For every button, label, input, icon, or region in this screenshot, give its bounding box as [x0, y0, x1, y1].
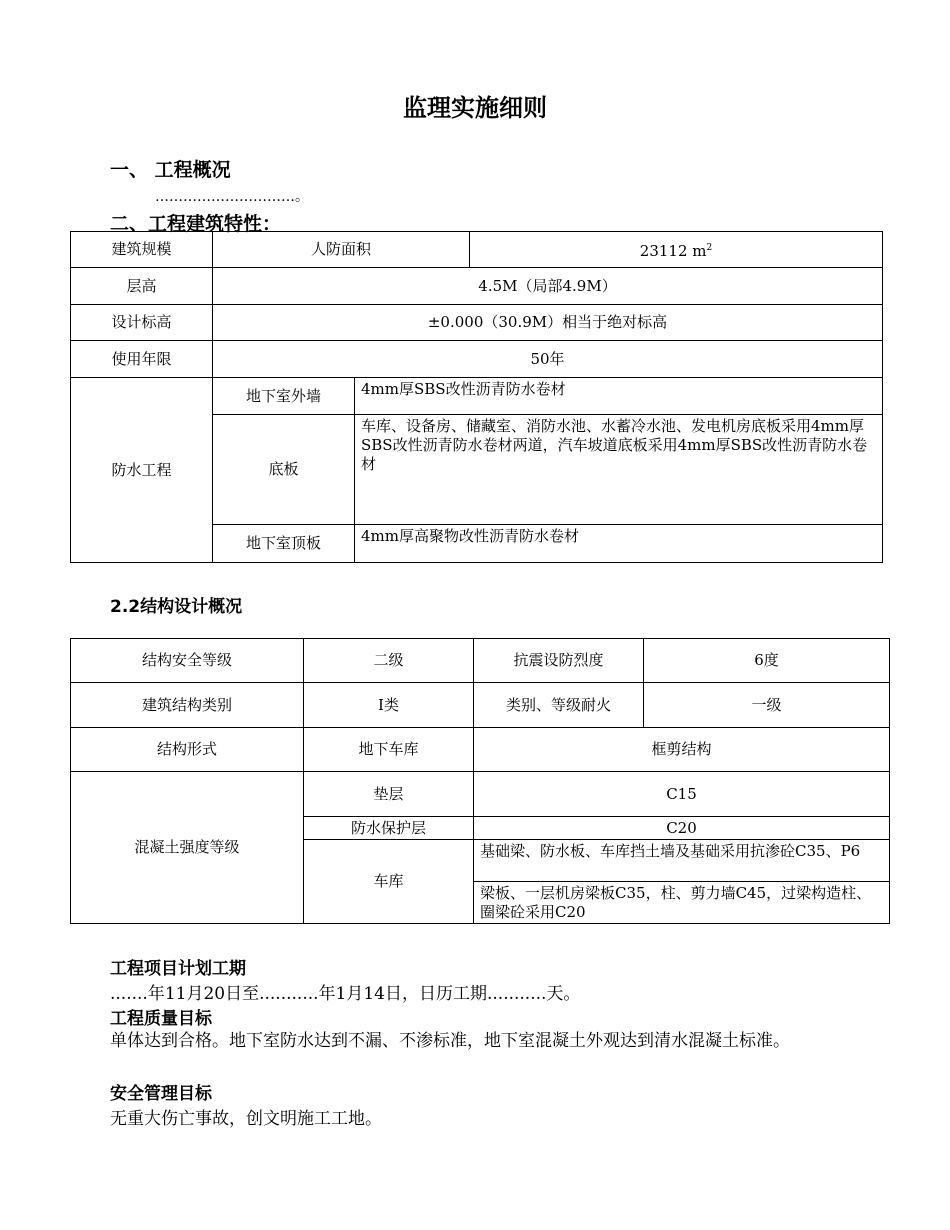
waterproof-name-outer-wall: 地下室外墙	[213, 378, 355, 415]
label-waterproofing: 防水工程	[71, 378, 213, 563]
section-heading-structure: 2.2结构设计概况	[110, 597, 243, 617]
value-fire-resistance: 一级	[644, 683, 890, 728]
overview-placeholder: …………………………。	[155, 189, 309, 205]
label-service-life: 使用年限	[71, 341, 213, 378]
quality-heading: 工程质量目标	[110, 1009, 212, 1029]
label-structure-category: 建筑结构类别	[71, 683, 304, 728]
value-seismic-intensity: 6度	[644, 639, 890, 683]
label-concrete-grade: 混凝土强度等级	[71, 772, 304, 924]
value-underground-garage: 地下车库	[304, 728, 474, 772]
section-heading-overview: 一、 工程概况	[110, 159, 231, 181]
label-civil-defense-area: 人防面积	[213, 232, 470, 268]
waterproof-text-outer-wall: 4mm厚SBS改性沥青防水卷材	[355, 378, 883, 415]
concrete-value-garage-beams: 梁板、一层机房梁板C35，柱、剪力墙C45，过梁构造柱、圈梁砼采用C20	[474, 882, 890, 924]
waterproof-text-roof-slab: 4mm厚高聚物改性沥青防水卷材	[355, 525, 883, 563]
section-heading-building: 二、工程建筑特性：	[110, 213, 282, 235]
value-frame-shear: 框剪结构	[474, 728, 890, 772]
concrete-name-protection: 防水保护层	[304, 817, 474, 840]
label-scale: 建筑规模	[71, 232, 213, 268]
waterproof-text-floor-slab: 车库、设备房、储藏室、消防水池、水蓄冷水池、发电机房底板采用4mm厚SBS改性沥青防水卷材两道，汽车坡道底板采用4mm厚SBS改性沥青防水卷材	[355, 415, 883, 525]
concrete-name-garage: 车库	[304, 840, 474, 924]
value-design-elevation: ±0.000（30.9M）相当于绝对标高	[213, 305, 883, 341]
safety-text: 无重大伤亡事故，创文明施工工地。	[110, 1109, 382, 1129]
value-structure-category: Ⅰ类	[304, 683, 474, 728]
concrete-value-cushion: C15	[474, 772, 890, 817]
page-title: 监理实施细则	[403, 94, 547, 122]
waterproof-name-roof-slab: 地下室顶板	[213, 525, 355, 563]
quality-text: 单体达到合格。地下室防水达到不漏、不渗标准，地下室混凝土外观达到清水混凝土标准。	[110, 1031, 790, 1051]
label-seismic-intensity: 抗震设防烈度	[474, 639, 644, 683]
concrete-value-garage-foundation: 基础梁、防水板、车库挡土墙及基础采用抗渗砼C35、P6	[474, 840, 890, 882]
safety-heading: 安全管理目标	[110, 1084, 212, 1104]
label-floor-height: 层高	[71, 268, 213, 305]
waterproof-name-floor-slab: 底板	[213, 415, 355, 525]
label-safety-grade: 结构安全等级	[71, 639, 304, 683]
value-service-life: 50年	[213, 341, 883, 378]
label-design-elevation: 设计标高	[71, 305, 213, 341]
label-fire-resistance: 类别、等级耐火	[474, 683, 644, 728]
schedule-text: .......年11月20日至...........年1月14日，日历工期...........天。	[110, 984, 581, 1004]
label-structure-form: 结构形式	[71, 728, 304, 772]
concrete-name-cushion: 垫层	[304, 772, 474, 817]
concrete-value-protection: C20	[474, 817, 890, 840]
value-floor-height: 4.5M（局部4.9M）	[213, 268, 883, 305]
schedule-heading: 工程项目计划工期	[110, 959, 246, 979]
value-area: 23112 $m^2$	[470, 232, 883, 268]
building-characteristics-table	[70, 231, 883, 563]
structure-design-table	[70, 638, 890, 924]
value-safety-grade: 二级	[304, 639, 474, 683]
